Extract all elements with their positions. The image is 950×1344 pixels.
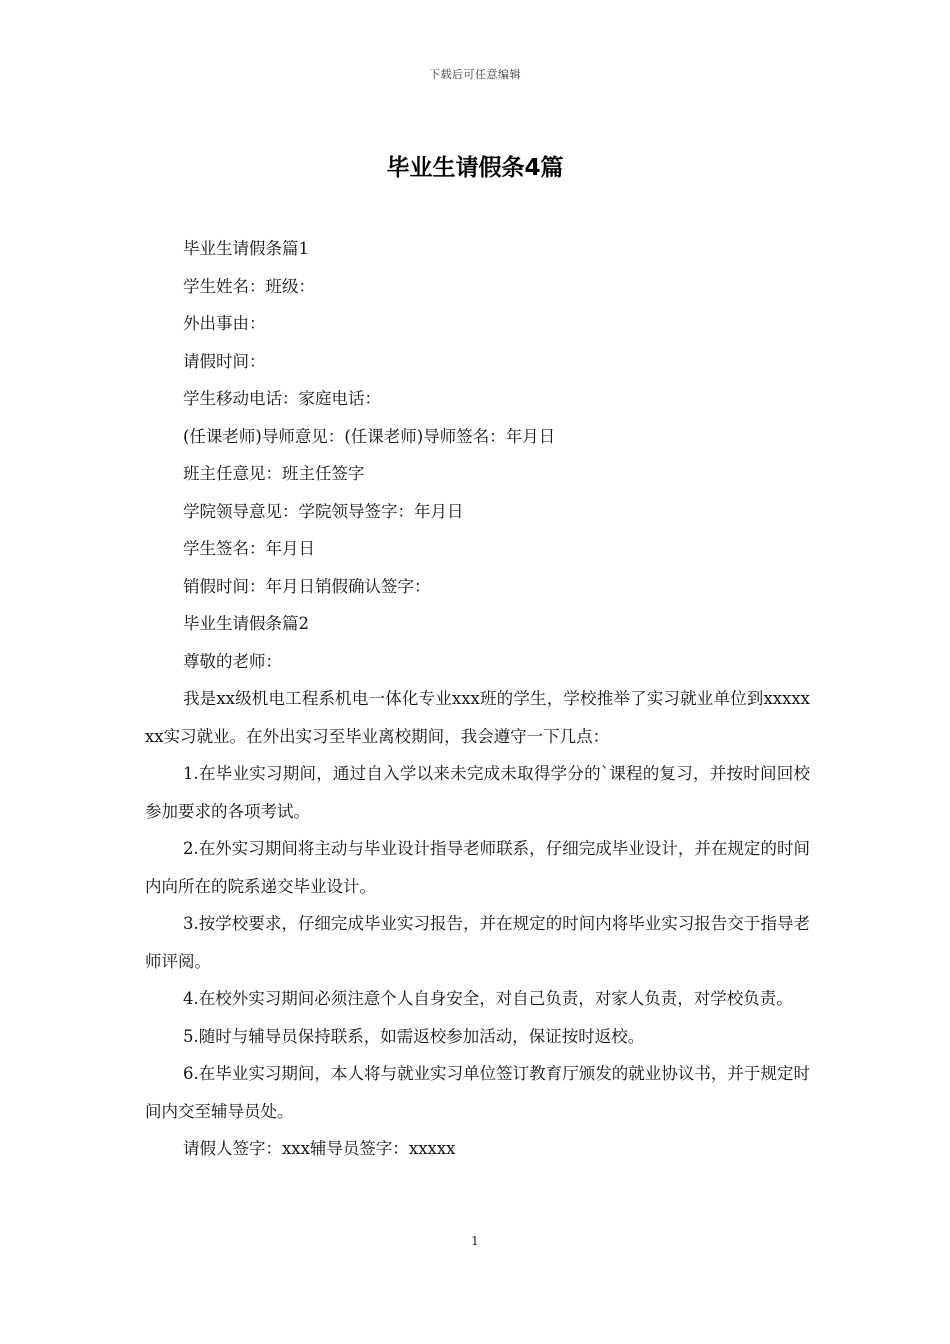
letter-intro-paragraph: 我是xx级机电工程系机电一体化专业xxx班的学生，学校推举了实习就业单位到xxxxxxx实习就业。在外出实习至毕业离校期间，我会遵守一下几点： (145, 689, 810, 746)
form-line-cancel-leave: 销假时间：年月日销假确认签字： (183, 576, 431, 596)
form-line-leave-time: 请假时间： (183, 351, 266, 371)
letter-item-2: 2.在外实习期间将主动与毕业设计指导老师联系，仔细完成毕业设计，并在规定的时间内向所在的院系递交毕业设计。 (145, 839, 810, 896)
letter-signatures: 请假人签字：xxx辅导员签字：xxxxx (183, 1139, 456, 1158)
section-heading-2: 毕业生请假条篇2 (183, 614, 309, 633)
letter-item-3: 3.按学校要求，仔细完成毕业实习报告，并在规定的时间内将毕业实习报告交于指导老师评阅。 (145, 914, 810, 971)
letter-salutation: 尊敬的老师： (183, 651, 282, 671)
page-number: 1 (471, 1234, 479, 1248)
form-line-student-signature: 学生签名：年月日 (183, 539, 315, 558)
form-line-college-leader: 学院领导意见：学院领导签字：年月日 (183, 501, 464, 521)
form-line-reason: 外出事由： (183, 314, 266, 333)
document-body (145, 230, 810, 1168)
section-heading-1: 毕业生请假条篇1 (183, 239, 309, 258)
form-line-head-teacher: 班主任意见：班主任签字 (183, 464, 365, 483)
letter-item-6: 6.在毕业实习期间，本人将与就业实习单位签订教育厅颁发的就业协议书，并于规定时间内交至辅导员处。 (145, 1064, 810, 1121)
letter-item-5: 5.随时与辅导员保持联系，如需返校参加活动，保证按时返校。 (183, 1026, 645, 1046)
letter-item-1: 1.在毕业实习期间，通过自入学以来未完成未取得学分的`课程的复习，并按时间回校参加要求的各项考试。 (145, 764, 810, 821)
letter-item-4: 4.在校外实习期间必须注意个人自身安全，对自己负责，对家人负责，对学校负责。 (183, 989, 793, 1008)
form-line-student-name: 学生姓名：班级： (183, 276, 315, 296)
document-title: 毕业生请假条4篇 (386, 155, 564, 181)
form-line-teacher-opinion: (任课老师)导师意见：(任课老师)导师签名：年月日 (183, 426, 556, 446)
form-line-phone: 学生移动电话：家庭电话： (183, 389, 381, 408)
page-header: 下载后可任意编辑 (429, 68, 521, 81)
